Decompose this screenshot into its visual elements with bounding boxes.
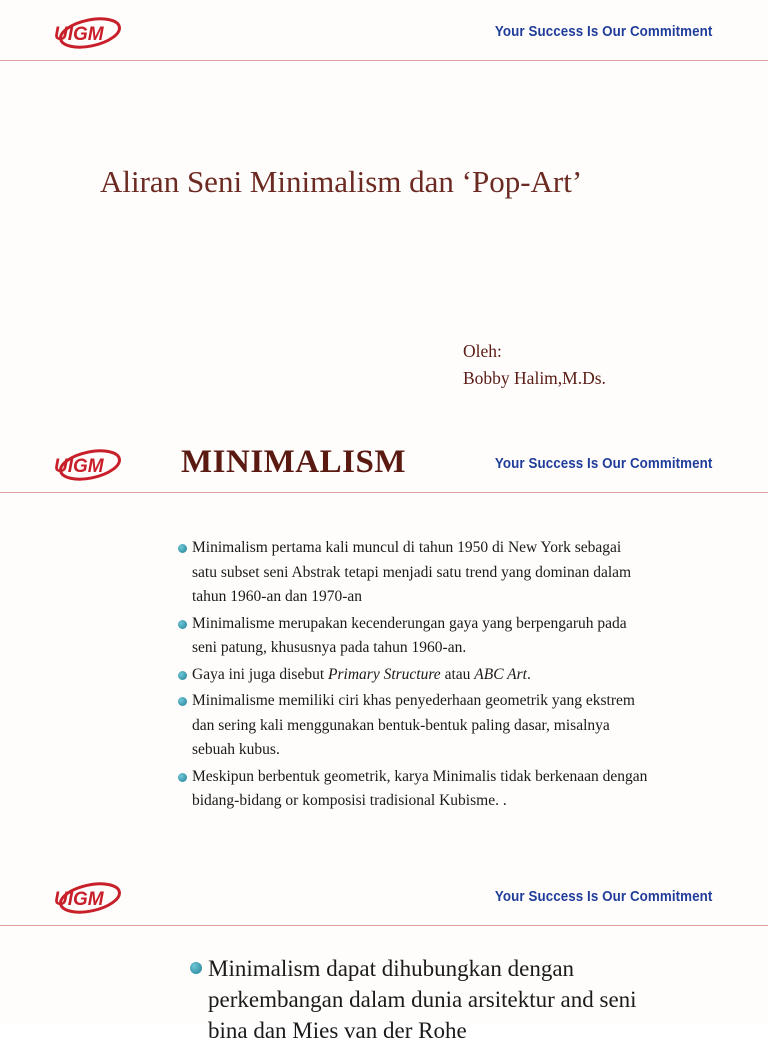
author-label: Oleh: — [463, 341, 502, 361]
slide-heading: MINIMALISM — [181, 444, 406, 480]
bullet-item: Gaya ini juga disebut Primary Structure atau ABC Art. — [178, 663, 648, 688]
author-name: Bobby Halim,M.Ds. — [463, 368, 606, 388]
uigm-logo — [52, 448, 122, 482]
tagline: Your Success Is Our Commitment — [494, 889, 712, 905]
term-abc-art: ABC Art — [474, 665, 527, 683]
bullet-dot-icon — [190, 962, 202, 974]
tagline: Your Success Is Our Commitment — [494, 456, 712, 472]
slide-title — [0, 0, 768, 432]
uigm-logo — [52, 881, 122, 915]
slide-minimalism — [0, 432, 768, 865]
bullet-item: Minimalism pertama kali muncul di tahun 1950 di New York sebagai satu subset seni Abstrak tetapi menjadi satu trend yang dominan dalam tahun 1960-an dan 1970-an — [178, 536, 648, 610]
bullet-list — [190, 953, 660, 1046]
bullet-dot-icon — [178, 620, 187, 629]
header-divider — [0, 60, 768, 61]
bullet-dot-icon — [178, 544, 187, 553]
bullet-item: Minimalisme memiliki ciri khas penyederhaan geometrik yang ekstrem dan sering kali menggunakan bentuk-bentuk paling dasar, misalnya sebuah kubus. — [178, 689, 648, 763]
bullet-dot-icon — [178, 697, 187, 706]
bullet-item: Minimalisme merupakan kecenderungan gaya yang berpengaruh pada seni patung, khususnya pada tahun 1960-an. — [178, 612, 648, 661]
header-divider — [0, 925, 768, 926]
bullet-item: Meskipun berbentuk geometrik, karya Minimalis tidak berkenaan dengan bidang-bidang or komposisi tradisional Kubisme. . — [178, 765, 648, 814]
header-divider — [0, 492, 768, 493]
slide-minimalism-architecture — [0, 865, 768, 1043]
tagline: Your Success Is Our Commitment — [494, 24, 712, 40]
presentation-title: Aliran Seni Minimalism dan ‘Pop-Art’ — [100, 164, 583, 199]
bullet-item: Minimalism dapat dihubungkan dengan perkembangan dalam dunia arsitektur and seni bina dan Mies van der Rohe — [190, 953, 660, 1046]
term-primary-structure: Primary Structure — [328, 665, 441, 683]
svg-text:UIGM: UIGM — [54, 456, 104, 477]
bullet-dot-icon — [178, 671, 187, 680]
bullet-dot-icon — [178, 773, 187, 782]
bullet-list — [178, 536, 648, 816]
svg-text:UIGM: UIGM — [54, 24, 104, 45]
uigm-logo — [52, 16, 122, 50]
author-block — [463, 338, 606, 392]
svg-text:UIGM: UIGM — [54, 889, 104, 910]
